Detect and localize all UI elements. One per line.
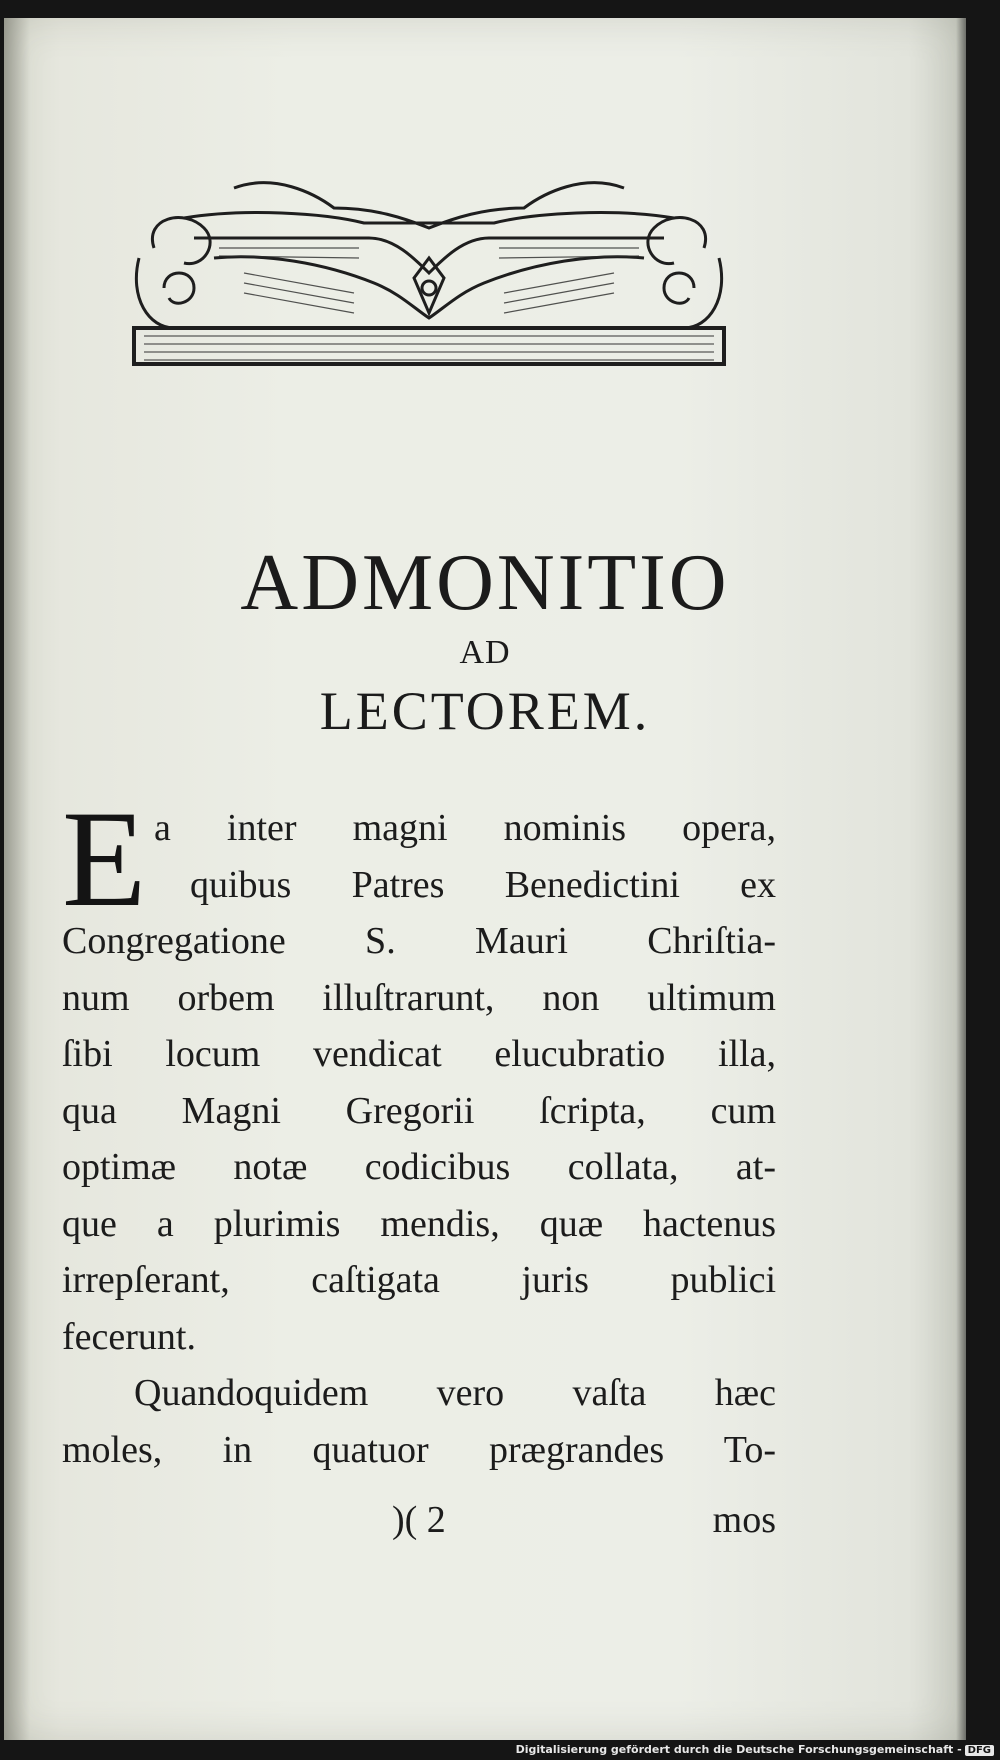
text-line: ſibi locum vendicat elucubratio illa, <box>62 1033 776 1075</box>
text-line: fecerunt. <box>62 1315 196 1358</box>
credit-text: Digitalisierung gefördert durch die Deutsche Forschungsgemeinschaft - <box>515 1743 962 1756</box>
text-line: a inter magni nominis opera, <box>154 807 776 849</box>
page-edge <box>956 18 966 1740</box>
text-line: que a plurimis mendis, quæ hactenus <box>62 1202 776 1245</box>
page-footer <box>62 1498 776 1558</box>
title-connector: AD <box>459 634 511 671</box>
catchword: mos <box>712 1499 776 1541</box>
digitization-credit <box>516 1743 994 1756</box>
book-page <box>4 18 966 1740</box>
text-line: optimæ notæ codicibus collata, at- <box>62 1146 776 1188</box>
ornamental-headpiece <box>124 178 734 378</box>
text-line: Congregatione S. Mauri Chriſtia- <box>62 920 776 962</box>
page-title: ADMONITIO <box>240 539 730 627</box>
text-line: num orbem illuſtrarunt, non ultimum <box>62 976 776 1019</box>
text-line: quibus Patres Benedictini ex <box>190 863 776 906</box>
spine-shadow <box>4 18 30 1740</box>
dfg-logo: DFG <box>965 1745 994 1756</box>
text-line: irrepſerant, caſtigata juris publici <box>62 1259 776 1301</box>
signature-mark: )( 2 <box>392 1499 446 1541</box>
drop-cap-initial: E <box>62 782 147 935</box>
page-subtitle: LECTOREM. <box>319 681 651 741</box>
text-line: moles, in quatuor prægrandes To- <box>62 1428 776 1471</box>
body-text <box>62 800 776 1478</box>
text-line: Quandoquidem vero vaſta hæc <box>134 1372 776 1414</box>
text-line: qua Magni Gregorii ſcripta, cum <box>62 1089 776 1132</box>
